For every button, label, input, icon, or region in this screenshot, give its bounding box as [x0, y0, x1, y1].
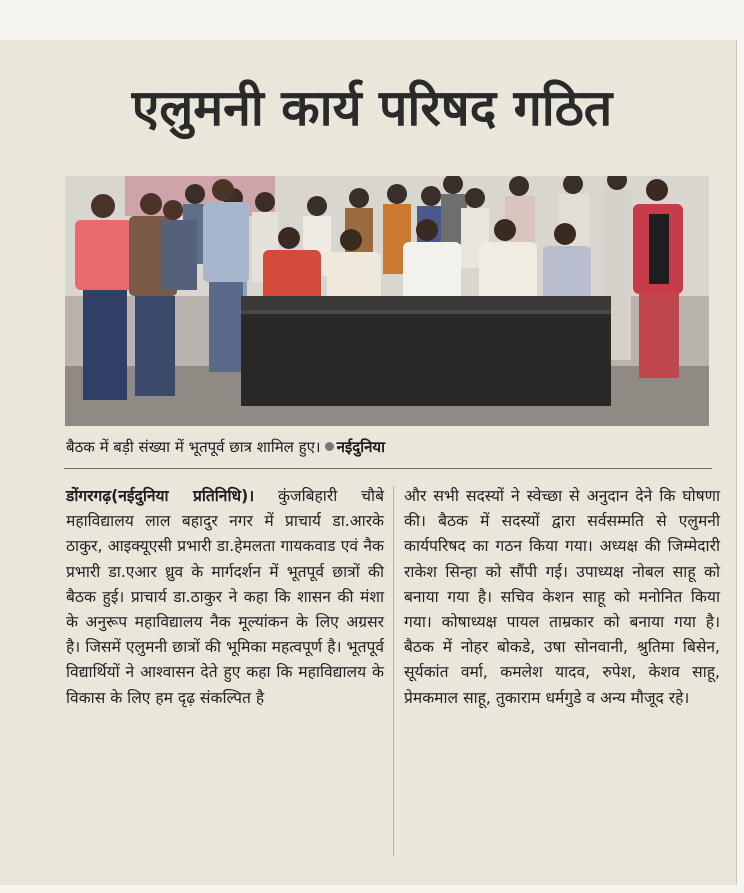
photo-credit: नईदुनिया	[336, 438, 386, 456]
group-photo	[65, 176, 709, 426]
caption-text: बैठक में बड़ी संख्या में भूतपूर्व छात्र शामिल हुए।	[66, 438, 321, 456]
body-text-column-2: और सभी सदस्यों ने स्वेच्छा से अनुदान देने कि घोषणा की। बैठक में सदस्यों द्वारा सर्वसम्मति से एलुमनी कार्यपरिषद का गठन किया गया। अध्यक्ष की जिम्मेदारी राकेश सिन्हा को सौंपी गई। उपाध्यक्ष नोबल साहू को बनाया गया है। सचिव केशन साहू को मनोनित किया गया। कोषाध्यक्ष पायल ताम्रकार को बनाया गया है। बैठक में नोहर बोकडे, उषा सोनवानी, श्रुतिमा बिसेन, सूर्यकांत वर्मा, कमलेश यादव, रुपेश, केशव साहू, प्रेमकमाल साहू, तुकाराम धर्मगुडे व अन्य मौजूद रहे।	[404, 487, 720, 707]
article-column-2	[404, 484, 720, 711]
column-divider	[393, 486, 394, 856]
body-text-column-1: कुंजबिहारी चौबे महाविद्यालय लाल बहादुर नगर में प्राचार्य डा.आरके ठाकुर, आइक्यूएसी प्रभारी डा.हेमलता गायकवाड एवं नैक प्रभारी डा.एआर ध्रुव के मार्गदर्शन में भूतपूर्व छात्रों की बैठक हुई। प्राचार्य डा.ठाकुर ने कहा कि शासन की मंशा के अनुरूप महाविद्यालय नैक मूल्यांकन के लिए अग्रसर है। जिसमें एलुमनी छात्रों की भूमिका महत्वपूर्ण है। भूतपूर्व विद्यार्थियों ने आश्वासन देते हुए कहा कि महाविद्यालय के विकास के लिए हम दृढ़ संकल्पित है	[66, 487, 384, 707]
photo-caption	[66, 436, 706, 458]
dateline: डोंगरगढ़(नईदुनिया प्रतिनिधि)।	[66, 487, 255, 505]
headline: एलुमनी कार्य परिषद गठित	[131, 79, 613, 137]
article-column-1	[66, 484, 384, 711]
divider	[64, 468, 712, 469]
newspaper-clipping	[0, 40, 737, 885]
bullet-icon	[325, 442, 334, 451]
